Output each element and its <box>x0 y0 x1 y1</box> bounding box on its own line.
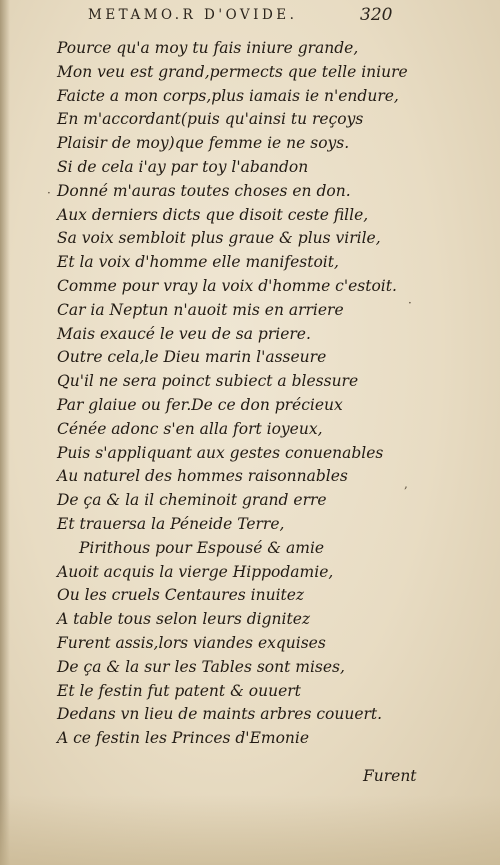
verse-line: Ou les cruels Centaures inuitez <box>57 586 305 605</box>
page-number: 320 <box>360 5 393 25</box>
verse-line: De ça & la sur les Tables sont mises, <box>57 657 345 676</box>
verse-line: En m'accordant(puis qu'ainsi tu reçoys <box>57 110 364 129</box>
margin-tick-mark: · <box>47 186 51 200</box>
verse-line: Et la voix d'homme elle manifestoit, <box>57 253 339 272</box>
verse-line: Pirithous pour Espousé & amie <box>79 538 325 557</box>
margin-dot-mark: · <box>408 296 412 310</box>
verse-line: Sa voix sembloit plus graue & plus virile, <box>57 229 381 248</box>
verse-line: Cénée adonc s'en alla fort ioyeux, <box>57 419 323 438</box>
verse-line: Plaisir de moy)que femme ie ne soys. <box>57 134 350 153</box>
verse-line: De ça & la il cheminoit grand erre <box>57 491 327 510</box>
verse-line: Pource qu'a moy tu fais iniure grande, <box>57 39 359 57</box>
verse-line: Puis s'appliquant aux gestes conuenables <box>57 443 384 462</box>
verse-line: Faicte a mon corps,plus iamais ie n'endure, <box>57 86 399 105</box>
verse-line: Dedans vn lieu de maints arbres couuert. <box>57 705 383 724</box>
verse-line: Aux derniers dicts que disoit ceste fille, <box>57 205 369 224</box>
page-gutter-shadow <box>0 0 10 865</box>
verse-line: Si de cela i'ay par toy l'abandon <box>57 157 309 176</box>
verse-line: Donné m'auras toutes choses en don. <box>57 181 351 200</box>
verse-line: Car ia Neptun n'auoit mis en arriere <box>57 300 344 319</box>
verse-line: Mais exaucé le veu de sa priere. <box>57 324 311 343</box>
running-title: METAMO.R D'OVIDE. <box>88 7 298 23</box>
verse-block <box>57 37 447 751</box>
verse-line: Qu'il ne sera poinct subiect a blessure <box>57 372 359 391</box>
verse-line: Auoit acquis la vierge Hippodamie, <box>57 562 334 581</box>
verse-line: Furent assis,lors viandes exquises <box>57 633 326 652</box>
catchword: Furent <box>363 767 417 785</box>
verse-line: Outre cela,le Dieu marin l'asseure <box>57 348 327 367</box>
verse-line: Et le festin fut patent & ouuert <box>57 681 301 700</box>
verse-line: Au naturel des hommes raisonnables <box>57 467 348 486</box>
page-bottom-shadow <box>0 795 500 865</box>
verse-line: Et trauersa la Péneide Terre, <box>57 514 285 533</box>
verse-line: Comme pour vray la voix d'homme c'estoit. <box>57 276 397 295</box>
verse-line: Par glaiue ou fer.De ce don précieux <box>57 395 343 414</box>
margin-comma-mark: , <box>404 477 408 491</box>
verse-line: A ce festin les Princes d'Emonie <box>57 729 310 748</box>
verse-line: Mon veu est grand,permects que telle iniure <box>57 62 408 81</box>
verse-line: A table tous selon leurs dignitez <box>57 610 311 629</box>
